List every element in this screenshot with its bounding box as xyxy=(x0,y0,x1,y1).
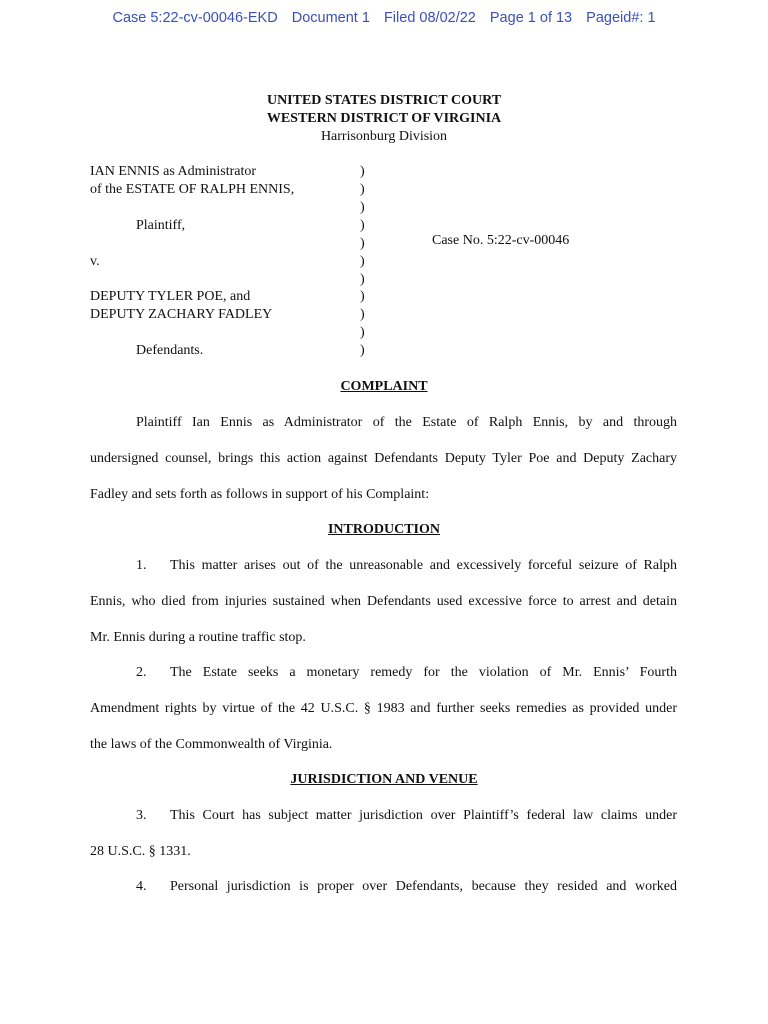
filing-header xyxy=(0,10,768,26)
paragraph-number: 4. xyxy=(136,879,147,894)
text-line: Plaintiff Ian Ennis as Administrator of the Estate of Ralph Ennis, by and through xyxy=(136,415,677,430)
text-line: Fadley and sets forth as follows in support of his Complaint: xyxy=(90,487,430,502)
text-line: Personal jurisdiction is proper over Defendants, because they resided and worked xyxy=(170,879,677,894)
paren: ) xyxy=(360,200,365,215)
versus: v. xyxy=(90,254,100,269)
text-line: This matter arises out of the unreasonable and excessively forceful seizure of Ralph xyxy=(170,558,677,573)
text-line: Amendment rights by virtue of the 42 U.S.C. § 1983 and further seeks remedies as provided under xyxy=(90,701,677,716)
paragraph-1 xyxy=(90,548,677,656)
paren: ) xyxy=(360,254,365,269)
intro-paragraph xyxy=(90,405,677,513)
paren: ) xyxy=(360,343,365,358)
court-name: UNITED STATES DISTRICT COURT xyxy=(266,93,502,108)
document-number-stamp: Document 1 xyxy=(291,10,370,26)
paragraph-2 xyxy=(90,655,677,763)
court-district: WESTERN DISTRICT OF VIRGINIA xyxy=(266,111,502,126)
plaintiff-name-line2: of the ESTATE OF RALPH ENNIS, xyxy=(90,182,295,197)
paren: ) xyxy=(360,307,365,322)
text-line: 28 U.S.C. § 1331. xyxy=(90,844,191,859)
paragraph-4 xyxy=(90,869,677,905)
paren: ) xyxy=(360,236,365,251)
paren: ) xyxy=(360,164,365,179)
defendants-label: Defendants. xyxy=(136,343,204,358)
plaintiff-name-line1: IAN ENNIS as Administrator xyxy=(90,164,257,179)
introduction-heading: INTRODUCTION xyxy=(327,522,440,537)
court-division: Harrisonburg Division xyxy=(320,129,448,144)
paren: ) xyxy=(360,325,365,340)
case-number: Case No. 5:22-cv-00046 xyxy=(432,233,570,248)
text-line: The Estate seeks a monetary remedy for the violation of Mr. Ennis’ Fourth xyxy=(170,665,677,680)
defendant-name-line2: DEPUTY ZACHARY FADLEY xyxy=(90,307,273,322)
text-line: Ennis, who died from injuries sustained when Defendants used excessive force to arrest and detain xyxy=(90,594,677,609)
paren: ) xyxy=(360,272,365,287)
document-title: COMPLAINT xyxy=(340,379,428,394)
defendant-name-line1: DEPUTY TYLER POE, and xyxy=(90,289,251,304)
text-line: Mr. Ennis during a routine traffic stop. xyxy=(90,630,306,645)
filed-date-stamp: Filed 08/02/22 xyxy=(383,10,476,26)
paragraph-number: 3. xyxy=(136,808,147,823)
pageid-stamp: Pageid#: 1 xyxy=(586,10,656,26)
text-line: This Court has subject matter jurisdiction over Plaintiff’s federal law claims under xyxy=(170,808,677,823)
paragraph-3 xyxy=(90,798,677,870)
text-line: the laws of the Commonwealth of Virginia. xyxy=(90,737,333,752)
text-line: undersigned counsel, brings this action against Defendants Deputy Tyler Poe and Deputy Zachary xyxy=(90,451,677,466)
paren: ) xyxy=(360,218,365,233)
page-count-stamp: Page 1 of 13 xyxy=(489,10,573,26)
paragraph-number: 1. xyxy=(136,558,147,573)
jurisdiction-heading: JURISDICTION AND VENUE xyxy=(290,772,478,787)
paragraph-number: 2. xyxy=(136,665,147,680)
plaintiff-label: Plaintiff, xyxy=(136,218,186,233)
paren: ) xyxy=(360,182,365,197)
paren: ) xyxy=(360,289,365,304)
case-number-stamp: Case 5:22-cv-00046-EKD xyxy=(112,10,278,26)
